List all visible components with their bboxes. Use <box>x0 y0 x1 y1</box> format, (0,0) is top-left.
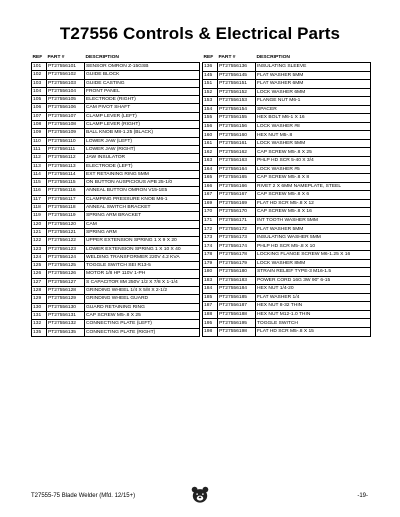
table-row <box>32 162 200 170</box>
table-row <box>203 225 371 234</box>
description-cell: EXT RETAINING RING 5MM <box>85 170 200 178</box>
part-number-header: PART # <box>218 54 256 63</box>
table-row <box>203 71 371 80</box>
part-number-cell: PT27556132 <box>47 320 85 328</box>
description-cell: FLAT WASHER 5MM <box>256 71 371 80</box>
table-row <box>32 245 200 253</box>
part-number-cell: PT27556113 <box>47 162 85 170</box>
ref-cell: 178 <box>203 251 218 260</box>
description-cell: CAM PIVOT SHAFT <box>85 104 200 112</box>
part-number-cell: PT27556154 <box>218 105 256 114</box>
description-cell: RIVET 2 X 6MM NAMEPLATE, STEEL <box>256 182 371 191</box>
table-row <box>203 259 371 268</box>
ref-cell: 127 <box>32 278 47 286</box>
table-row <box>203 319 371 328</box>
part-number-cell: PT27556130 <box>47 303 85 311</box>
ref-cell: 125 <box>32 262 47 270</box>
description-cell: CAP SCREW M5-.8 X 8 <box>256 174 371 183</box>
ref-cell: 174 <box>203 242 218 251</box>
ref-cell: 122 <box>32 237 47 245</box>
part-number-cell: PT27556123 <box>47 245 85 253</box>
part-number-cell: PT27556178 <box>218 251 256 260</box>
table-row <box>203 293 371 302</box>
part-number-cell: PT27556170 <box>218 208 256 217</box>
part-number-cell: PT27556128 <box>47 287 85 295</box>
part-number-cell: PT27556180 <box>218 268 256 277</box>
description-cell: CAP SCREW M5-.8 X 25 <box>85 311 200 319</box>
ref-cell: 152 <box>203 88 218 97</box>
description-cell: ANNEAL BUTTON OMRON V15-1E5 <box>85 187 200 195</box>
ref-cell: 123 <box>32 245 47 253</box>
table-row <box>32 195 200 203</box>
ref-cell: 136 <box>203 63 218 72</box>
description-cell: PHLP HD SCR M5-.8 X 10 <box>256 242 371 251</box>
description-cell: MOTOR 1/8 HP 110V 1-PH <box>85 270 200 278</box>
part-number-header: PART # <box>47 54 85 63</box>
table-row <box>203 242 371 251</box>
ref-cell: 129 <box>32 295 47 303</box>
part-number-cell: PT27556118 <box>47 204 85 212</box>
ref-cell: 171 <box>203 216 218 225</box>
description-cell: GRINDING WHEEL 1/4 X 5/8 X 2-1/2 <box>85 287 200 295</box>
description-cell: INSULATING SLEEVE <box>256 63 371 72</box>
part-number-cell: PT27556195 <box>218 319 256 328</box>
description-cell: POWER CORD 16G 3W 90" 6-15 <box>256 276 371 285</box>
ref-cell: 161 <box>203 139 218 148</box>
table-row <box>32 303 200 311</box>
part-number-cell: PT27556110 <box>47 137 85 145</box>
table-row <box>203 285 371 294</box>
ref-cell: 118 <box>32 204 47 212</box>
table-row <box>32 121 200 129</box>
table-row <box>203 97 371 106</box>
part-number-cell: PT27556198 <box>218 327 256 336</box>
table-row <box>32 145 200 153</box>
ref-cell: 195 <box>203 319 218 328</box>
part-number-cell: PT27556167 <box>218 191 256 200</box>
part-number-cell: PT27556101 <box>47 63 85 71</box>
description-cell: FLAT HD SCR M5-.8 X 12 <box>256 199 371 208</box>
table-row <box>203 268 371 277</box>
ref-cell: 132 <box>32 320 47 328</box>
table-row <box>32 320 200 328</box>
description-cell: CONNECTING PLATE (LEFT) <box>85 320 200 328</box>
table-row <box>32 287 200 295</box>
part-number-cell: PT27556155 <box>218 114 256 123</box>
table-row <box>32 237 200 245</box>
part-number-cell: PT27556112 <box>47 154 85 162</box>
parts-table-right-body <box>203 63 371 337</box>
table-header-row <box>203 54 371 63</box>
ref-cell: 170 <box>203 208 218 217</box>
ref-header: REF <box>32 54 47 63</box>
table-row <box>32 63 200 71</box>
table-row <box>32 278 200 286</box>
table-row <box>203 63 371 72</box>
table-row <box>203 191 371 200</box>
ref-cell: 151 <box>203 80 218 89</box>
description-cell: LOCK WASHER #8 <box>256 122 371 131</box>
ref-cell: 110 <box>32 137 47 145</box>
description-header: DESCRIPTION <box>85 54 200 63</box>
table-row <box>203 165 371 174</box>
ref-cell: 154 <box>203 105 218 114</box>
ref-cell: 124 <box>32 253 47 261</box>
description-cell: CLAMPING PRESSURE KNOB M6-1 <box>85 195 200 203</box>
ref-cell: 180 <box>203 268 218 277</box>
ref-cell: 106 <box>32 104 47 112</box>
description-cell: FRONT PANEL <box>85 87 200 95</box>
table-row <box>203 327 371 336</box>
description-cell: SPACER <box>256 105 371 114</box>
ref-cell: 111 <box>32 145 47 153</box>
description-cell: LOCKING FLANGE SCREW M6-1.25 X 16 <box>256 251 371 260</box>
description-cell: HEX NUT 8-32 THIN <box>256 302 371 311</box>
table-row <box>203 131 371 140</box>
part-number-cell: PT27556103 <box>47 79 85 87</box>
description-cell: INSULATING WASHER 5MM <box>256 233 371 242</box>
ref-cell: 126 <box>32 270 47 278</box>
description-cell: FLANGE NUT M6-1 <box>256 97 371 106</box>
part-number-cell: PT27556156 <box>218 122 256 131</box>
part-number-cell: PT27556160 <box>218 131 256 140</box>
part-number-cell: PT27556107 <box>47 112 85 120</box>
part-number-cell: PT27556129 <box>47 295 85 303</box>
ref-cell: 162 <box>203 148 218 157</box>
part-number-cell: PT27556179 <box>218 259 256 268</box>
ref-cell: 160 <box>203 131 218 140</box>
table-header-row <box>32 54 200 63</box>
table-row <box>32 212 200 220</box>
ref-cell: 120 <box>32 220 47 228</box>
table-row <box>203 302 371 311</box>
table-row <box>203 216 371 225</box>
ref-cell: 119 <box>32 212 47 220</box>
part-number-cell: PT27556151 <box>218 80 256 89</box>
ref-cell: 107 <box>32 112 47 120</box>
description-cell: FLAT WASHER 5MM <box>256 225 371 234</box>
description-cell: TOGGLE SWITCH <box>256 319 371 328</box>
description-cell: STRAIN RELIEF TYPE-3 M16-1.5 <box>256 268 371 277</box>
description-cell: SPRING ARM <box>85 228 200 236</box>
table-row <box>32 87 200 95</box>
table-row <box>203 88 371 97</box>
table-row <box>32 253 200 261</box>
table-row <box>203 199 371 208</box>
ref-cell: 109 <box>32 129 47 137</box>
ref-cell: 102 <box>32 71 47 79</box>
table-row <box>203 310 371 319</box>
description-cell: CAP SCREW M5-.8 X 16 <box>256 208 371 217</box>
part-number-cell: PT27556105 <box>47 96 85 104</box>
description-cell: S CAPACITOR 8M 250V 1/2 X 7/8 X 1-1/4 <box>85 278 200 286</box>
description-cell: WELDING TRANSFORMER 220V 4.2 KVA <box>85 253 200 261</box>
ref-cell: 116 <box>32 187 47 195</box>
part-number-cell: PT27556135 <box>47 328 85 336</box>
table-row <box>32 262 200 270</box>
description-cell: SPRING ARM BRACKET <box>85 212 200 220</box>
ref-cell: 163 <box>203 157 218 166</box>
ref-cell: 155 <box>203 114 218 123</box>
description-cell: TOGGLE SWITCH SEI R13-5 <box>85 262 200 270</box>
ref-cell: 173 <box>203 233 218 242</box>
ref-cell: 114 <box>32 170 47 178</box>
table-row <box>32 170 200 178</box>
table-row <box>32 154 200 162</box>
table-row <box>32 328 200 336</box>
ref-cell: 104 <box>32 87 47 95</box>
part-number-cell: PT27556152 <box>218 88 256 97</box>
table-row <box>32 295 200 303</box>
description-cell: INT TOOTH WASHER 5MM <box>256 216 371 225</box>
description-cell: LOWER EXTENSION SPRING 1 X 10 X 40 <box>85 245 200 253</box>
table-row <box>203 105 371 114</box>
description-cell: LOWER JAW (RIGHT) <box>85 145 200 153</box>
part-number-cell: PT27556126 <box>47 270 85 278</box>
description-cell: SENSOR OMRON Z-15GSB <box>85 63 200 71</box>
ref-cell: 130 <box>32 303 47 311</box>
description-cell: ANNEAL SWITCH BRACKET <box>85 204 200 212</box>
description-cell: CLAMP LEVER (LEFT) <box>85 112 200 120</box>
ref-cell: 166 <box>203 182 218 191</box>
part-number-cell: PT27556124 <box>47 253 85 261</box>
ref-cell: 131 <box>32 311 47 319</box>
ref-cell: 117 <box>32 195 47 203</box>
bear-head-logo-icon <box>191 486 209 504</box>
part-number-cell: PT27556131 <box>47 311 85 319</box>
parts-table-left-body <box>32 63 200 337</box>
ref-cell: 188 <box>203 310 218 319</box>
description-cell: HEX NUT M5-.8 <box>256 131 371 140</box>
part-number-cell: PT27556117 <box>47 195 85 203</box>
part-number-cell: PT27556185 <box>218 293 256 302</box>
description-cell: ELECTRODE (RIGHT) <box>85 96 200 104</box>
description-cell: GRINDING WHEEL GUARD <box>85 295 200 303</box>
part-number-cell: PT27556120 <box>47 220 85 228</box>
table-row <box>32 270 200 278</box>
part-number-cell: PT27556188 <box>218 310 256 319</box>
description-cell: LOWER JAW (LEFT) <box>85 137 200 145</box>
ref-cell: 187 <box>203 302 218 311</box>
description-cell: CAP SCREW M5-.8 X 25 <box>256 148 371 157</box>
description-cell: JAW INSULATOR <box>85 154 200 162</box>
parts-table-right <box>202 54 371 337</box>
part-number-cell: PT27556153 <box>218 97 256 106</box>
description-cell: FLAT WASHER 1/4 <box>256 293 371 302</box>
description-cell: CONNECTING PLATE (RIGHT) <box>85 328 200 336</box>
description-cell: UPPER EXTENSION SPRING 1 X 9 X 20 <box>85 237 200 245</box>
part-number-cell: PT27556164 <box>218 165 256 174</box>
part-number-cell: PT27556172 <box>218 225 256 234</box>
part-number-cell: PT27556145 <box>218 71 256 80</box>
ref-cell: 169 <box>203 199 218 208</box>
ref-cell: 135 <box>32 328 47 336</box>
part-number-cell: PT27556187 <box>218 302 256 311</box>
description-cell: GUIDE CASTING <box>85 79 200 87</box>
table-row <box>203 114 371 123</box>
ref-cell: 113 <box>32 162 47 170</box>
part-number-cell: PT27556166 <box>218 182 256 191</box>
ref-cell: 156 <box>203 122 218 131</box>
table-row <box>32 179 200 187</box>
description-cell: HEX NUT 1/4-20 <box>256 285 371 294</box>
page-number: -19- <box>357 493 368 499</box>
footer-model-text: T27555-75 Blade Welder (Mfd. 12/15+) <box>31 493 136 499</box>
table-row <box>32 137 200 145</box>
part-number-cell: PT27556171 <box>218 216 256 225</box>
table-row <box>203 157 371 166</box>
ref-cell: 184 <box>203 285 218 294</box>
table-row <box>32 129 200 137</box>
part-number-cell: PT27556115 <box>47 179 85 187</box>
part-number-cell: PT27556116 <box>47 187 85 195</box>
page-title: T27556 Controls & Electrical Parts <box>59 24 341 43</box>
ref-cell: 164 <box>203 165 218 174</box>
description-cell: LOCK WASHER 8MM <box>256 259 371 268</box>
description-cell: FLAT HD SCR M5-.8 X 15 <box>256 327 371 336</box>
part-number-cell: PT27556119 <box>47 212 85 220</box>
description-cell: CLAMP LEVER (RIGHT) <box>85 121 200 129</box>
ref-cell: 198 <box>203 327 218 336</box>
description-cell: HEX NUT M12-1.0 THIN <box>256 310 371 319</box>
ref-cell: 145 <box>203 71 218 80</box>
description-cell: CAM <box>85 220 200 228</box>
ref-cell: 172 <box>203 225 218 234</box>
table-row <box>32 79 200 87</box>
table-row <box>32 187 200 195</box>
ref-header: REF <box>203 54 218 63</box>
part-number-cell: PT27556108 <box>47 121 85 129</box>
parts-tables <box>31 54 369 337</box>
table-row <box>203 174 371 183</box>
ref-cell: 105 <box>32 96 47 104</box>
description-cell: FLAT WASHER 6MM <box>256 80 371 89</box>
description-cell: GUARD RETAINING RING <box>85 303 200 311</box>
part-number-cell: PT27556165 <box>218 174 256 183</box>
part-number-cell: PT27556114 <box>47 170 85 178</box>
part-number-cell: PT27556161 <box>218 139 256 148</box>
table-row <box>203 122 371 131</box>
table-row <box>203 139 371 148</box>
part-number-cell: PT27556121 <box>47 228 85 236</box>
table-row <box>32 204 200 212</box>
description-cell: ON BUTTON AUSPICIOUS APB 25-1/0 <box>85 179 200 187</box>
table-row <box>203 148 371 157</box>
part-number-cell: PT27556127 <box>47 278 85 286</box>
ref-cell: 185 <box>203 293 218 302</box>
part-number-cell: PT27556163 <box>218 157 256 166</box>
description-cell: LOCK WASHER 5MM <box>256 139 371 148</box>
part-number-cell: PT27556122 <box>47 237 85 245</box>
table-row <box>203 233 371 242</box>
ref-cell: 165 <box>203 174 218 183</box>
table-row <box>203 80 371 89</box>
ref-cell: 103 <box>32 79 47 87</box>
ref-cell: 115 <box>32 179 47 187</box>
part-number-cell: PT27556162 <box>218 148 256 157</box>
part-number-cell: PT27556104 <box>47 87 85 95</box>
ref-cell: 101 <box>32 63 47 71</box>
description-cell: BALL KNOB M8-1.25 (BLACK) <box>85 129 200 137</box>
part-number-cell: PT27556184 <box>218 285 256 294</box>
table-row <box>32 104 200 112</box>
ref-cell: 128 <box>32 287 47 295</box>
ref-cell: 108 <box>32 121 47 129</box>
description-cell: PHLP HD SCR 5-40 X 3/4 <box>256 157 371 166</box>
part-number-cell: PT27556102 <box>47 71 85 79</box>
ref-cell: 112 <box>32 154 47 162</box>
description-cell: CAP SCREW M5-.8 X 6 <box>256 191 371 200</box>
table-row <box>32 96 200 104</box>
ref-cell: 167 <box>203 191 218 200</box>
table-row <box>203 182 371 191</box>
part-number-cell: PT27556125 <box>47 262 85 270</box>
table-row <box>203 276 371 285</box>
ref-cell: 153 <box>203 97 218 106</box>
part-number-cell: PT27556136 <box>218 63 256 72</box>
table-row <box>32 112 200 120</box>
ref-cell: 121 <box>32 228 47 236</box>
ref-cell: 179 <box>203 259 218 268</box>
parts-table-left <box>31 54 200 337</box>
description-cell: LOCK WASHER 6MM <box>256 88 371 97</box>
description-cell: LOCK WASHER #5 <box>256 165 371 174</box>
part-number-cell: PT27556111 <box>47 145 85 153</box>
description-cell: HEX BOLT M6-1 X 16 <box>256 114 371 123</box>
part-number-cell: PT27556169 <box>218 199 256 208</box>
part-number-cell: PT27556106 <box>47 104 85 112</box>
description-cell: ELECTRODE (LEFT) <box>85 162 200 170</box>
table-row <box>32 71 200 79</box>
description-cell: GUIDE BLOCK <box>85 71 200 79</box>
part-number-cell: PT27556109 <box>47 129 85 137</box>
ref-cell: 183 <box>203 276 218 285</box>
table-row <box>32 228 200 236</box>
table-row <box>32 220 200 228</box>
part-number-cell: PT27556173 <box>218 233 256 242</box>
part-number-cell: PT27556183 <box>218 276 256 285</box>
table-row <box>32 311 200 319</box>
table-row <box>203 208 371 217</box>
table-row <box>203 251 371 260</box>
description-header: DESCRIPTION <box>256 54 371 63</box>
part-number-cell: PT27556174 <box>218 242 256 251</box>
